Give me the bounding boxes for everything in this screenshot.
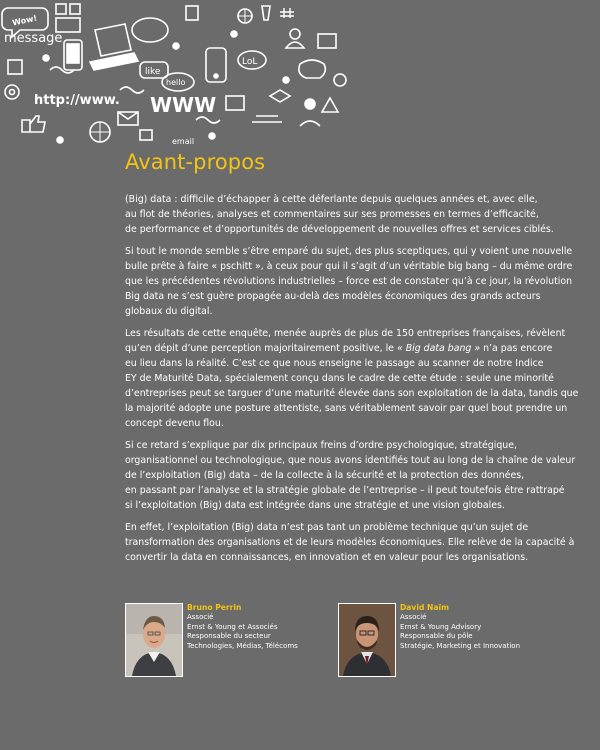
author-area: Stratégie, Marketing et Innovation xyxy=(400,642,521,651)
big-data-bang-emphasis: « Big data bang » xyxy=(396,343,481,354)
author-area: Technologies, Médias, Télécoms xyxy=(187,642,298,651)
paragraph-4: Si ce retard s’explique par dix principaux freins d’ordre psychologique, stratégique, organisationnel ou technologique, que nous avons identifiés tout au long de la chaîne de valeur de l’exploitation (Big) data – de la collecte à la sécurité et la protection des données, en passant par l’analyse et la stratégie globale de l’entreprise – il peut toutefois être rattrapé si l’exploitation (Big) data est intégrée dans une stratégie et une vision globales. xyxy=(125,440,576,511)
author-company: Ernst & Young Advisory xyxy=(400,622,482,631)
author-photo xyxy=(338,603,396,677)
paragraph-3: Les résultats de cette enquête, menée auprès de plus de 150 entreprises françaises, révèlent qu’en dépit d’une perception majoritairement positive, le « Big data bang » n’a pas encore eu lieu dans la réalité. C’est ce que nous enseigne le passage au scanner de notre Indice EY de Maturité Data, spécialement conçu dans le cadre de cette étude : seule une minorité d’entreprises peut se targuer d’une maturité élevée dans son exploitation de la data, tandis que la majorité adopte une posture attentiste, sans véritablement savoir par quel bout prendre un concept devenu flou. xyxy=(125,328,579,429)
author-company: Ernst & Young et Associés xyxy=(187,622,278,631)
paragraph-2: Si tout le monde semble s’être emparé du sujet, des plus sceptiques, qui y voient une nouvelle bulle prête à faire « pschitt », à ceux pour qui il s’agit d’un véritable big bang – du même ordre que les précédentes révolutions industrielles – force est de constater qu’à ce jour, la révolution Big data ne s’est guère propagée au-delà des modèles économiques des grands acteurs globaux du digital. xyxy=(125,246,573,317)
author-photo xyxy=(125,603,183,677)
svg-text:Wow!: Wow! xyxy=(11,13,38,28)
author-name: David Naïm xyxy=(400,603,450,612)
paragraph-1: (Big) data : difficile d’échapper à cette déferlante depuis quelques années et, avec elle, au flot de théories, analyses et commentaires sur ses promesses en termes d’efficacité, de performance et d’opportunités de développement de nouvelles offres et services ciblés. xyxy=(125,194,554,235)
social-media-doodle-illustration xyxy=(0,0,360,150)
like-doodle-text: like xyxy=(145,67,161,77)
foreword-body xyxy=(125,192,579,572)
author-position: Responsable du pôle xyxy=(400,632,473,641)
author-info xyxy=(400,603,600,652)
http-doodle-text: http://www. xyxy=(34,93,120,108)
hello-doodle-text: hello xyxy=(166,78,186,87)
author-role: Associé xyxy=(400,612,427,621)
portrait-icon xyxy=(126,604,182,676)
paragraph-5: En effet, l’exploitation (Big) data n’est pas tant un problème technique qu’un sujet de transformation des organisations et de leurs modèles économiques. Elle relève de la capacité à convertir la data en connaissances, en innovation et en valeur pour les organisations. xyxy=(125,522,575,563)
portrait-icon xyxy=(339,604,395,676)
doodle-cloud-icon xyxy=(0,0,360,150)
email-doodle-text: email xyxy=(172,137,195,146)
lol-doodle-text: LoL xyxy=(242,57,258,67)
author-role: Associé xyxy=(187,612,214,621)
line-with-emphasis: qu’en dépit d’une perception majoritairement positive, le « Big data bang » n’a pas encore xyxy=(125,343,553,354)
message-doodle-text: message xyxy=(4,31,63,46)
author-position: Responsable du secteur xyxy=(187,632,271,641)
page-title: Avant-propos xyxy=(125,150,266,174)
author-name: Bruno Perrin xyxy=(187,603,242,612)
www-doodle-text: WWW xyxy=(150,93,217,117)
